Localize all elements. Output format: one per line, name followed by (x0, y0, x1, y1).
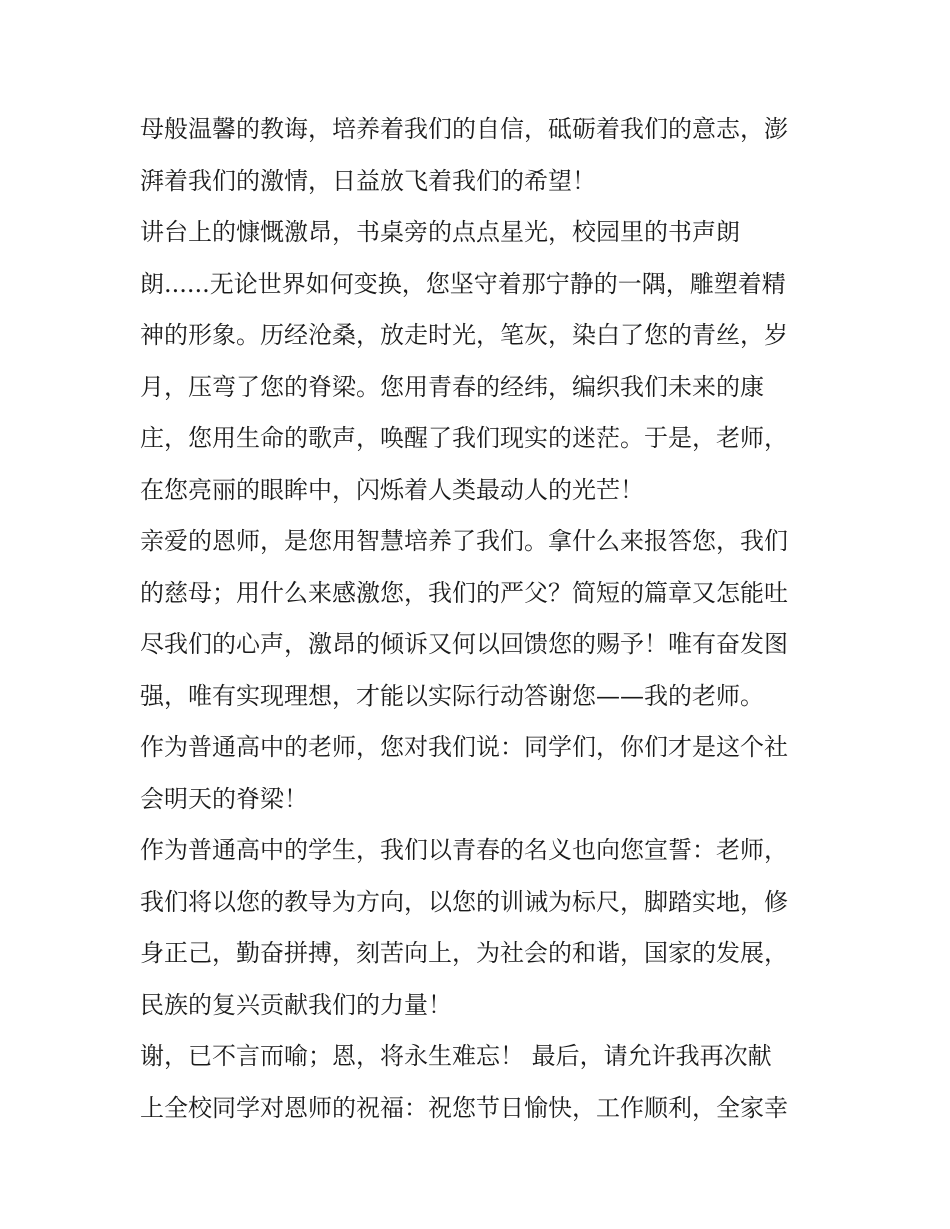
text-line: 庄，您用生命的歌声，唤醒了我们现实的迷茫。于是，老师， (140, 424, 788, 452)
text-line: 神的形象。历经沧桑，放走时光，笔灰，染白了您的青丝，岁 (140, 321, 788, 349)
text-line: 尽我们的心声，激昂的倾诉又何以回馈您的赐予！唯有奋发图 (140, 630, 788, 658)
text-line: 湃着我们的激情，日益放飞着我们的希望！ (140, 166, 596, 195)
document-body (140, 104, 820, 1134)
text-line: 母般温馨的教诲，培养着我们的自信，砥砺着我们的意志，澎 (140, 115, 788, 143)
text-line: 朗......无论世界如何变换，您坚守着那宁静的一隅，雕塑着精 (140, 269, 786, 298)
text-line: 月，压弯了您的脊梁。您用青春的经纬，编织我们未来的康 (140, 372, 764, 401)
text-line: 我们将以您的教导为方向，以您的训诫为标尺，脚踏实地，修 (140, 887, 788, 916)
text-line: 的慈母；用什么来感激您，我们的严父？简短的篇章又怎能吐 (140, 578, 788, 607)
text-line: 在您亮丽的眼眸中，闪烁着人类最动人的光芒！ (140, 475, 644, 504)
text-line: 身正己，勤奋拼搏，刻苦向上，为社会的和谐，国家的发展， (140, 939, 788, 967)
text-line: 上全校同学对恩师的祝福：祝您节日愉快，工作顺利，全家幸 (140, 1093, 788, 1122)
text-line: 谢，已不言而喻；恩，将永生难忘！ 最后，请允许我再次献 (140, 1042, 772, 1070)
text-line: 会明天的脊梁！ (140, 784, 308, 813)
text-line: 讲台上的慷慨激昂，书桌旁的点点星光，校园里的书声朗 (140, 218, 740, 246)
text-line: 作为普通高中的老师，您对我们说：同学们，你们才是这个社 (140, 733, 788, 761)
text-line: 亲爱的恩师，是您用智慧培养了我们。拿什么来报答您，我们 (140, 527, 788, 555)
text-line: 民族的复兴贡献我们的力量！ (140, 990, 452, 1019)
text-line: 强，唯有实现理想，才能以实际行动答谢您——我的老师。 (140, 681, 764, 710)
text-line: 作为普通高中的学生，我们以青春的名义也向您宣誓：老师， (140, 836, 788, 864)
